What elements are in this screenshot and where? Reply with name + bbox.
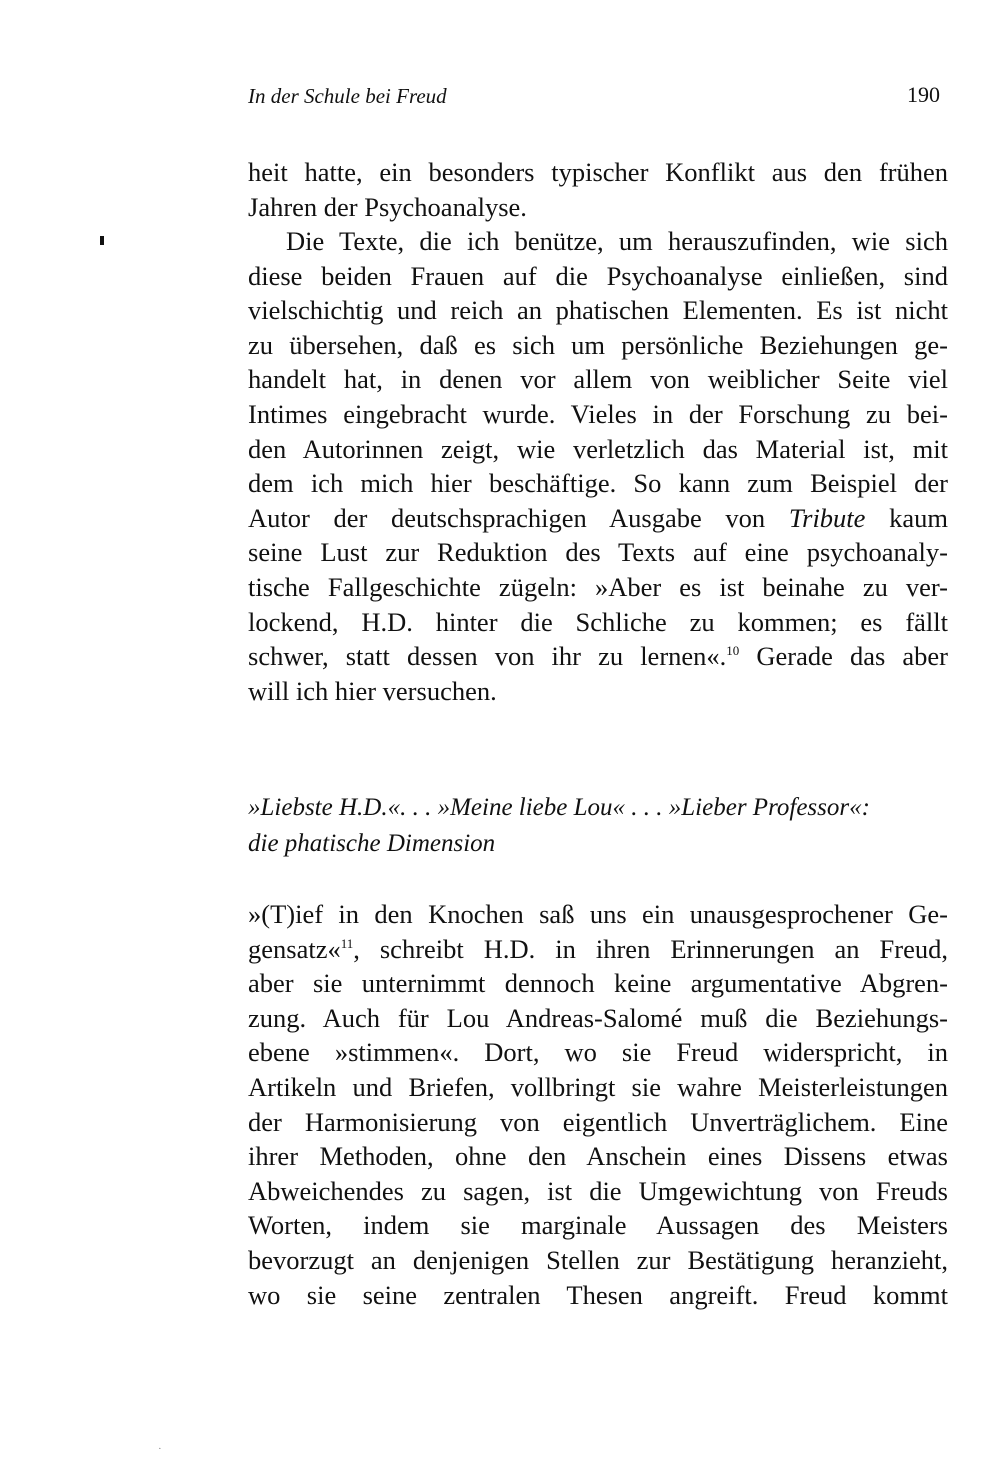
text-segment: , schreibt H.D. in ihren Erinnerungen an Freud, [353,933,948,964]
text-line: Jahren der Psychoanalyse. [248,191,527,222]
text-line: lockend, H.D. hinter die Schliche zu kommen; es fällt [248,606,948,637]
text-segment: Autor der deutschsprachigen Ausgabe von [248,502,789,533]
text-line: den Autorinnen zeigt, wie verletzlich das Material ist, mit [248,433,948,464]
text-line: zu übersehen, daß es sich um persönliche Beziehungen ge- [248,329,948,360]
paragraph-continuation [248,155,948,224]
text-segment: kaum [865,502,948,533]
text-line: Die Texte, die ich benütze, um herauszufinden, wie sich [286,226,948,256]
text-line [248,932,948,967]
text-line: ebene »stimmen«. Dort, wo sie Freud widerspricht, in [248,1037,948,1068]
paragraph-section [248,897,948,1312]
text-line: seine Lust zur Reduktion des Texts auf eine psychoanaly- [248,537,948,568]
book-title-tribute: Tribute [788,502,866,533]
section-heading [248,790,948,862]
paragraph-texts [248,224,948,708]
margin-mark [100,236,104,245]
text-line: Intimes eingebracht wurde. Vieles in der Forschung zu bei- [248,398,948,429]
text-line [248,501,948,536]
text-line: ihrer Methoden, ohne den Anschein eines Dissens etwas [248,1141,948,1172]
text-line: heit hatte, ein besonders typischer Konflikt aus den frühen [248,157,948,187]
running-head [248,84,940,114]
text-line: zung. Auch für Lou Andreas-Salomé muß die Beziehungs- [248,1002,948,1033]
text-line: Worten, indem sie marginale Aussagen des Meisters [248,1210,948,1241]
text-segment: Gerade das aber [739,641,949,672]
text-line: tische Fallgeschichte zügeln: »Aber es ist beinahe zu ver- [248,571,948,602]
scan-speck: · [158,1443,162,1455]
text-line: der Harmonisierung von eigentlich Unverträglichem. Eine [248,1106,948,1137]
running-title: In der Schule bei Freud [248,84,447,108]
text-line: will ich hier versuchen. [248,675,497,706]
text-line: aber sie unternimmt dennoch keine argumentative Abgren- [248,968,948,999]
text-line: vielschichtig und reich an phatischen Elementen. Es ist nicht [248,295,948,326]
text-line: wo sie seine zentralen Thesen angreift. Freud kommt [248,1279,948,1310]
text-line: dem ich mich hier beschäftige. So kann zum Beispiel der [248,468,948,499]
footnote-marker: 10 [726,643,740,659]
text-line: diese beiden Frauen auf die Psychoanalyse einließen, sind [248,260,948,291]
page-number: 190 [907,82,940,107]
footnote-marker: 11 [340,935,354,951]
text-line: Abweichendes zu sagen, ist die Umgewichtung von Freuds [248,1175,948,1206]
text-line: bevorzugt an denjenigen Stellen zur Bestätigung heranzieht, [248,1244,948,1275]
text-line [248,639,948,674]
section-heading-line: die phatische Dimension [248,830,496,857]
text-line: »(T)ief in den Knochen saß uns ein unausgesprochener Ge- [248,899,948,929]
text-line: Artikeln und Briefen, vollbringt sie wahre Meisterleistungen [248,1071,948,1102]
text-line: handelt hat, in denen vor allem von weiblicher Seite viel [248,364,948,395]
text-segment: schwer, statt dessen von ihr zu lernen«. [248,641,727,672]
section-heading-line: »Liebste H.D.«. . . »Meine liebe Lou« . . . »Lieber Professor«: [248,794,870,821]
text-segment: gensatz« [248,933,341,964]
